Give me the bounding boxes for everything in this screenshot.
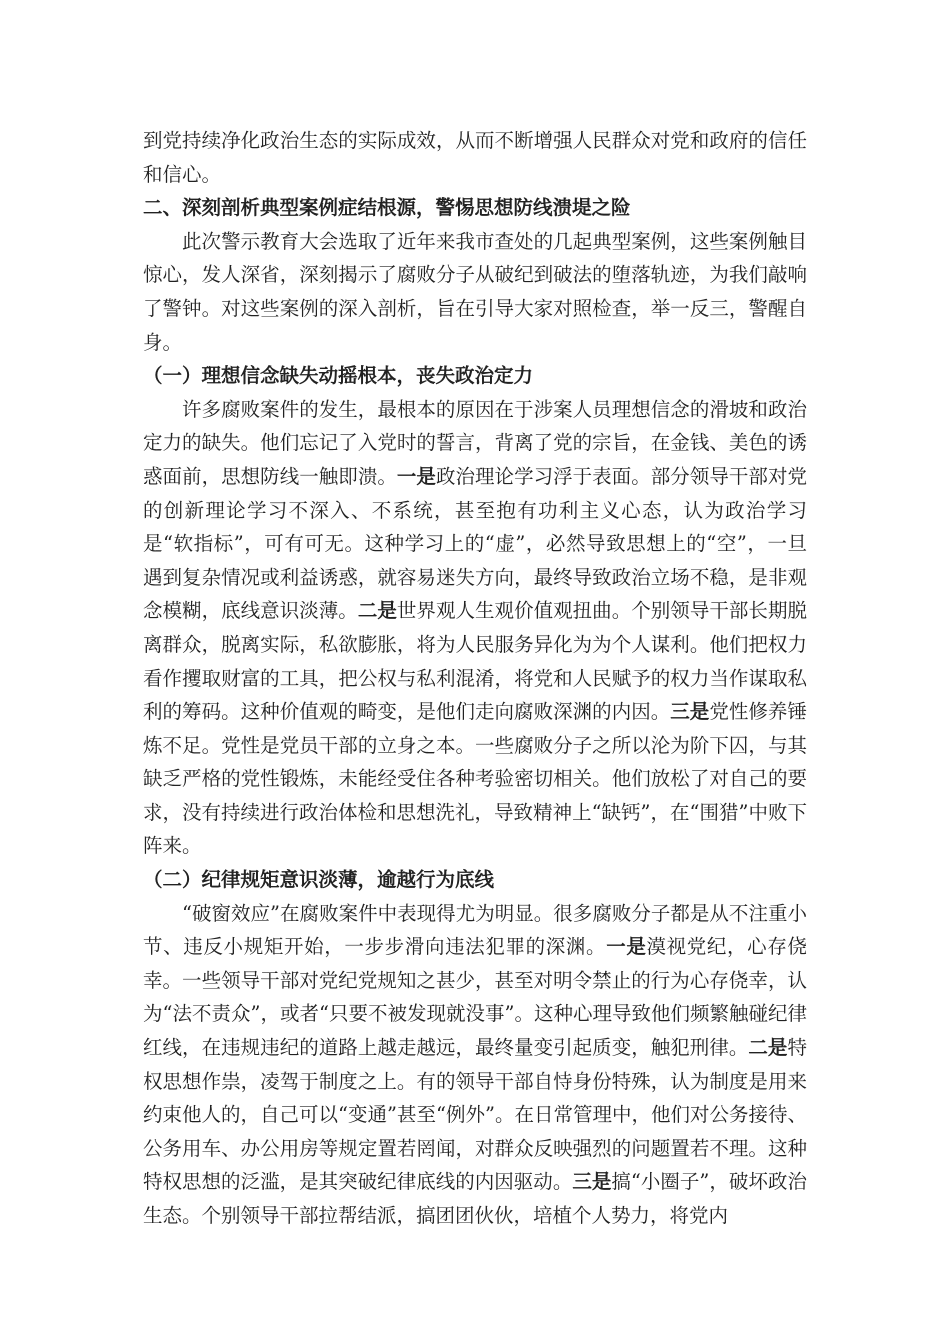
subsection-1-marker-1: 一是 (396, 464, 436, 488)
subsection-2-paragraph (143, 897, 807, 1233)
subsection-1-heading: （一）理想信念缺失动摇根本，丧失政治定力 (143, 364, 534, 388)
subsection-1-paragraph (143, 393, 807, 863)
subsection-2-heading: （二）纪律规矩意识淡薄，逾越行为底线 (143, 868, 495, 892)
subsection-2-text-c: 特权思想作祟，凌驾于制度之上。有的领导干部自恃身份特殊，认为制度是用来约束他人的，自己可以“变通”甚至“例外”。在日常管理中，他们对公务接待、公务用车、办公用房等规定置若罔闻，对群众反映强烈的问题置若不理。这种特权思想的泛滥，是其突破纪律底线的内因驱动。 (143, 1036, 807, 1194)
subsection-2-text-b: 漠视党纪，心存侥幸。一些领导干部对党纪党规知之甚少，甚至对明令禁止的行为心存侥幸，认为“法不责众”，或者“只要不被发现就没事”。这种心理导致他们频繁触碰纪律红线，在违规违纪的道路上越走越远，最终量变引起质变，触犯刑律。 (143, 935, 807, 1060)
section-2-heading: 二、深刻剖析典型案例症结根源，警惕思想防线溃堤之险 (143, 196, 631, 220)
subsection-1-text-d: 党性修养锤炼不足。党性是党员干部的立身之本。一些腐败分子之所以沦为阶下囚，与其缺乏严格的党性锻炼，未能经受住各种考验密切相关。他们放松了对自己的要求，没有持续进行政治体检和思想洗礼，导致精神上“缺钙”，在“围猎”中败下阵来。 (143, 700, 807, 858)
subsection-2-marker-2: 二是 (748, 1036, 788, 1060)
subsection-1-marker-3: 三是 (670, 700, 710, 724)
section-2-intro-paragraph: 此次警示教育大会选取了近年来我市查处的几起典型案例，这些案例触目惊心，发人深省，深刻揭示了腐败分子从破纪到破法的堕落轨迹，为我们敲响了警钟。对这些案例的深入剖析，旨在引导大家对照检查，举一反三，警醒自身。 (143, 229, 807, 354)
subsection-2-marker-3: 三是 (572, 1170, 612, 1194)
subsection-1-text-c: 世界观人生观价值观扭曲。个别领导干部长期脱离群众，脱离实际，私欲膨胀，将为人民服务异化为为个人谋利。他们把权力看作攫取财富的工具，把公权与私利混淆，将党和人民赋予的权力当作谋取私利的筹码。这种价值观的畸变，是他们走向腐败深渊的内因。 (143, 599, 807, 724)
subsection-2-text-d: 搞“小圈子”，破坏政治生态。个别领导干部拉帮结派，搞团团伙伙，培植个人势力，将党内 (143, 1170, 807, 1227)
intro-tail-paragraph: 到党持续净化政治生态的实际成效，从而不断增强人民群众对党和政府的信任和信心。 (143, 129, 807, 186)
subsection-1-text-a: 许多腐败案件的发生，最根本的原因在于涉案人员理想信念的滑坡和政治定力的缺失。他们忘记了入党时的誓言，背离了党的宗旨，在金钱、美色的诱惑面前，思想防线一触即溃。 (143, 397, 807, 488)
document-page (143, 124, 807, 1233)
subsection-2-marker-1: 一是 (606, 935, 647, 959)
subsection-2-text-a: “破窗效应”在腐败案件中表现得尤为明显。很多腐败分子都是从不注重小节、违反小规矩开始，一步步滑向违法犯罪的深渊。 (143, 901, 807, 959)
subsection-1-marker-2: 二是 (357, 599, 397, 623)
subsection-1-text-b: 政治理论学习浮于表面。部分领导干部对党的创新理论学习不深入、不系统，甚至抱有功利主义心态，认为政治学习是“软指标”，可有可无。这种学习上的“虚”，必然导致思想上的“空”，一旦遇到复杂情况或利益诱惑，就容易迷失方向，最终导致政治立场不稳，是非观念模糊，底线意识淡薄。 (143, 464, 807, 623)
